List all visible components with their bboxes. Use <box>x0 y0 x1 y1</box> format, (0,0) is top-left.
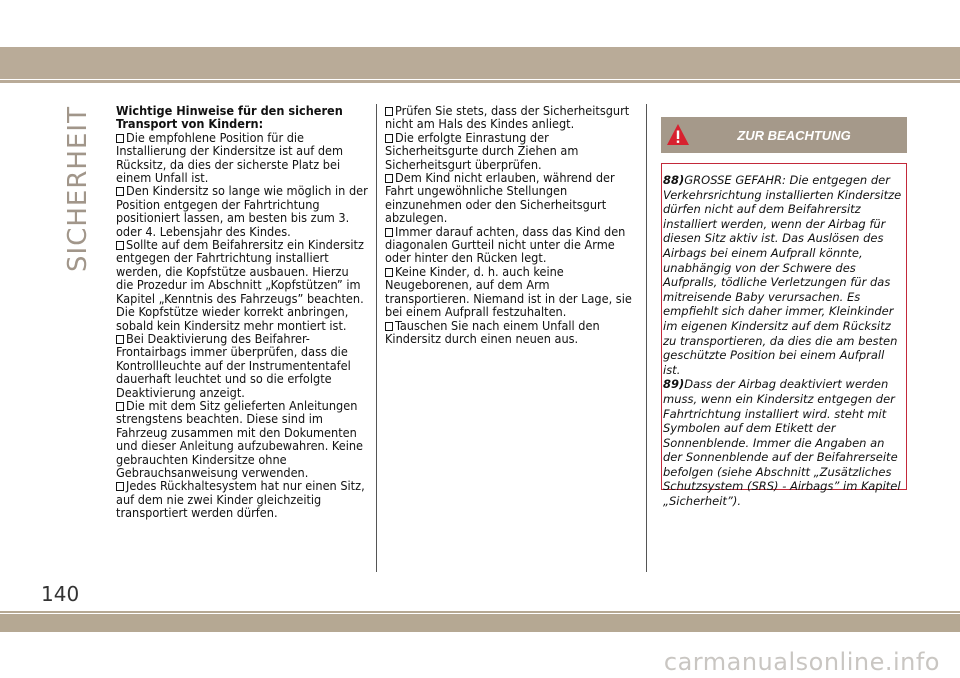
text-column-1 <box>116 104 368 520</box>
warning-header <box>661 117 907 153</box>
checkbox-bullet-icon <box>385 268 393 277</box>
checkbox-bullet-icon <box>116 402 124 411</box>
list-item: Den Kindersitz so lange wie möglich in der Position entgegen der Fahrtrichtung positioniert lassen, am besten bis zum 3. oder 4. Lebensjahr des Kindes. <box>116 183 368 239</box>
section-side-tab <box>60 104 96 274</box>
header-rule <box>0 80 960 83</box>
list-item: Jedes Rückhaltesystem hat nur einen Sitz, auf dem nie zwei Kinder gleichzeitig transportiert werden dürfen. <box>116 478 365 521</box>
list-item: Tauschen Sie nach einem Unfall den Kindersitz durch einen neuen aus. <box>385 317 600 346</box>
warning-title: ZUR BEACHTUNG <box>737 127 851 143</box>
watermark: carmanualsonline.info <box>663 648 940 676</box>
section-side-tab-label: SICHERHEIT <box>63 106 93 272</box>
checkbox-bullet-icon <box>385 322 393 331</box>
checkbox-bullet-icon <box>385 228 393 237</box>
warning-note <box>663 173 903 377</box>
checkbox-bullet-icon <box>116 482 124 491</box>
list-item: Die erfolgte Einrastung der Sicherheitsgurte durch Ziehen am Sicherheitsgurt überprüfen. <box>385 129 579 172</box>
column-divider <box>646 104 647 572</box>
list-item: Keine Kinder, d. h. auch keine Neugeborenen, auf dem Arm transportieren. Niemand ist in der Lage, sie bei einem Aufprall festzuhalten. <box>385 263 632 320</box>
checkbox-bullet-icon <box>116 335 124 344</box>
warning-notes <box>663 173 903 509</box>
list-item: Prüfen Sie stets, dass der Sicherheitsgurt nicht am Hals des Kindes anliegt. <box>385 103 630 132</box>
header-band <box>0 47 960 79</box>
footer-rule <box>0 611 960 613</box>
checkbox-bullet-icon <box>116 241 124 250</box>
checkbox-bullet-icon <box>385 174 393 183</box>
note-text: GROSSE GEFAHR: Die entgegen der Verkehrsrichtung installierten Kindersitze dürfen nicht auf dem Beifahrersitz installiert werden, wenn der Airbag für diesen Sitz aktiv ist. Das Auslösen des Airbags bei einem Aufprall könnte, unabhängig von der Schwere des Aufpralls, tödliche Verletzungen für das mitreisende Baby verursachen. Es empfiehlt sich daher immer, Kleinkinder im eigenen Kindersitz auf dem Rücksitz zu transportieren, da dies die am besten geschützte Position bei einem Aufprall ist. <box>663 173 902 377</box>
page-number: 140 <box>41 582 80 606</box>
checkbox-bullet-icon <box>385 134 393 143</box>
checkbox-bullet-icon <box>116 134 124 143</box>
note-number: 89) <box>663 377 685 392</box>
note-number: 88) <box>663 173 685 187</box>
list-item: Dem Kind nicht erlauben, während der Fahrt ungewöhnliche Stellungen einzunehmen oder den Sicherheitsgurt abzulegen. <box>385 170 615 226</box>
text-column-2 <box>385 104 637 345</box>
column-heading: Wichtige Hinweise für den sicheren Transport von Kindern: <box>116 103 343 132</box>
checkbox-bullet-icon <box>116 187 124 196</box>
list-item: Die mit dem Sitz gelieferten Anleitungen strengstens beachten. Diese sind im Fahrzeug zusammen mit den Dokumenten und dieser Anleitung aufzubewahren. Keine gebrauchten Kindersitze ohne Gebrauchsanweisung verwenden. <box>116 397 364 480</box>
note-text: Dass der Airbag deaktiviert werden muss, wenn ein Kindersitz entgegen der Fahrtrichtung installiert wird. steht mit Symbolen auf dem Etikett der Sonnenblende. Immer die Angaben an der Sonnenblende auf der Beifahrerseite befolgen (siehe Abschnitt „Zusätzliches Schutzsystem (SRS) - Airbags” im Kapitel „Sicherheit”). <box>663 377 901 509</box>
warning-note <box>663 377 903 508</box>
column-divider <box>376 104 377 572</box>
list-item: Sollte auf dem Beifahrersitz ein Kindersitz entgegen der Fahrtrichtung installiert werden, die Kopfstütze ausbauen. Hierzu die Prozedur im Abschnitt „Kopfstützen” im Kapitel „Kenntnis des Fahrzeugs” beachten. Die Kopfstütze wieder korrekt anbringen, sobald kein Kindersitz mehr montiert ist. <box>116 237 364 333</box>
list-item: Bei Deaktivierung des Beifahrer-Frontairbags immer überprüfen, dass die Kontrollleuchte auf der Instrumententafel dauerhaft leuchtet und so die erfolgte Deaktivierung anzeigt. <box>116 330 351 400</box>
list-item: Immer darauf achten, dass das Kind den diagonalen Gurtteil nicht unter die Arme oder hinter den Rücken legt. <box>385 223 626 266</box>
footer-band <box>0 614 960 632</box>
checkbox-bullet-icon <box>385 107 393 116</box>
list-item: Die empfohlene Position für die Installierung der Kindersitze ist auf dem Rücksitz, da dies der sicherste Platz bei einem Unfall ist. <box>116 129 344 186</box>
